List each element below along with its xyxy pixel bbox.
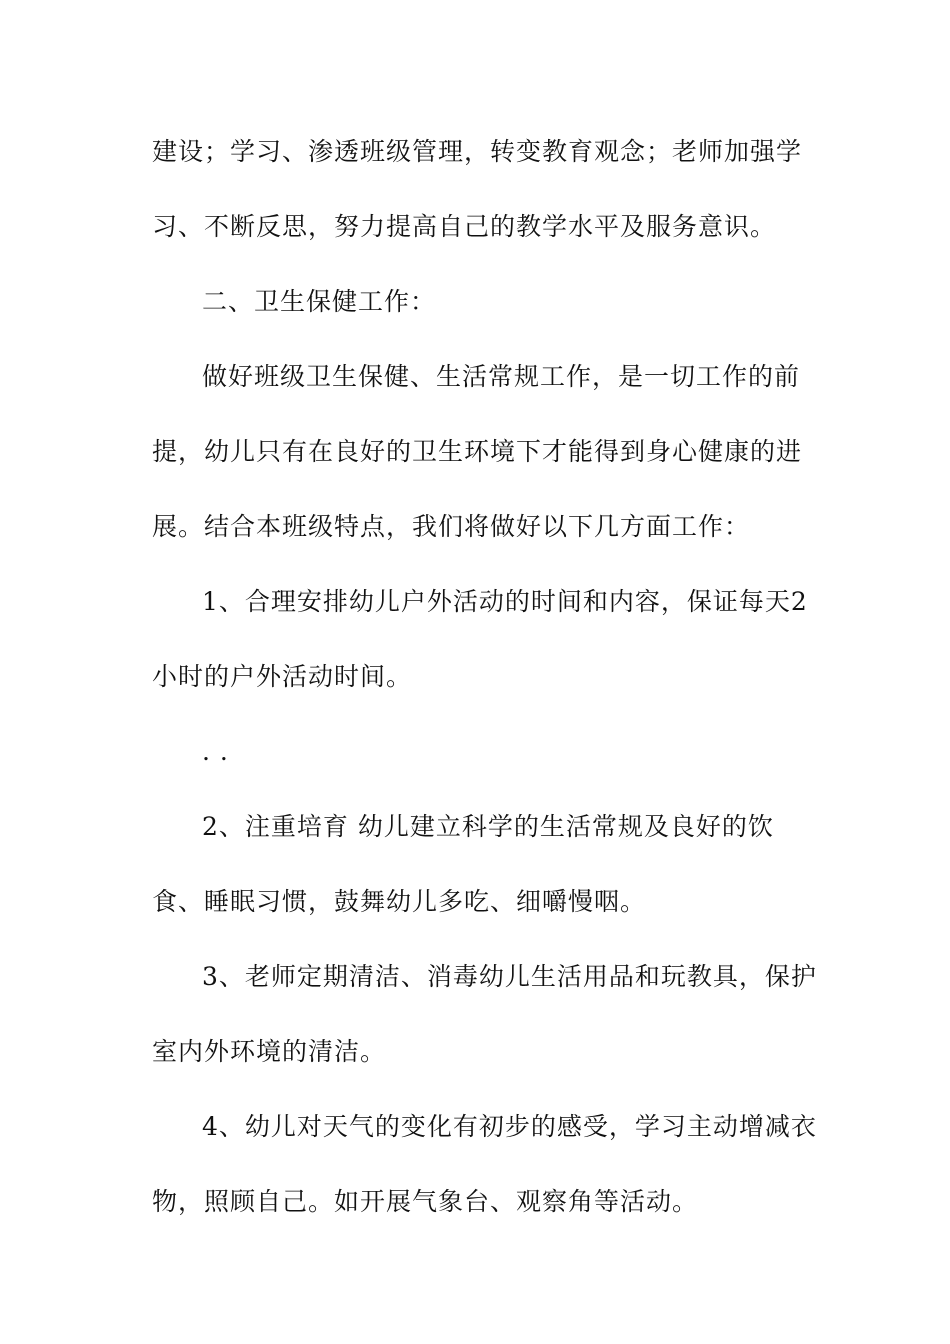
list-item-2-continued: 食、睡眠习惯，鼓舞幼儿多吃、细嚼慢咽。 — [152, 887, 647, 916]
paragraph-line: 提，幼儿只有在良好的卫生环境下才能得到身心健康的进 — [152, 437, 803, 466]
paragraph-line: 展。结合本班级特点，我们将做好以下几方面工作： — [152, 512, 751, 541]
list-item-4-continued: 物，照顾自己。如开展气象台、观察角等活动。 — [152, 1187, 699, 1216]
list-item-1-continued: 小时的户外活动时间。 — [152, 662, 413, 691]
paragraph-line: 习、不断反思，努力提高自己的教学水平及服务意识。 — [152, 212, 777, 241]
list-item-3-continued: 室内外环境的清洁。 — [152, 1037, 387, 1066]
dots-separator: . . — [202, 737, 229, 766]
paragraph-line: 建设；学习、渗透班级管理，转变教育观念；老师加强学 — [152, 137, 803, 166]
section-heading: 二、卫生保健工作： — [202, 287, 437, 316]
list-item-3: 3、老师定期清洁、消毒幼儿生活用品和玩教具，保护 — [202, 962, 817, 991]
list-item-2: 2、注重培育 幼儿建立科学的生活常规及良好的饮 — [202, 812, 774, 841]
list-item-4: 4、幼儿对天气的变化有初步的感受，学习主动增减衣 — [202, 1112, 817, 1141]
paragraph-line: 做好班级卫生保健、生活常规工作，是一切工作的前 — [202, 362, 801, 391]
list-item-1: 1、合理安排幼儿户外活动的时间和内容，保证每天2 — [202, 587, 808, 616]
